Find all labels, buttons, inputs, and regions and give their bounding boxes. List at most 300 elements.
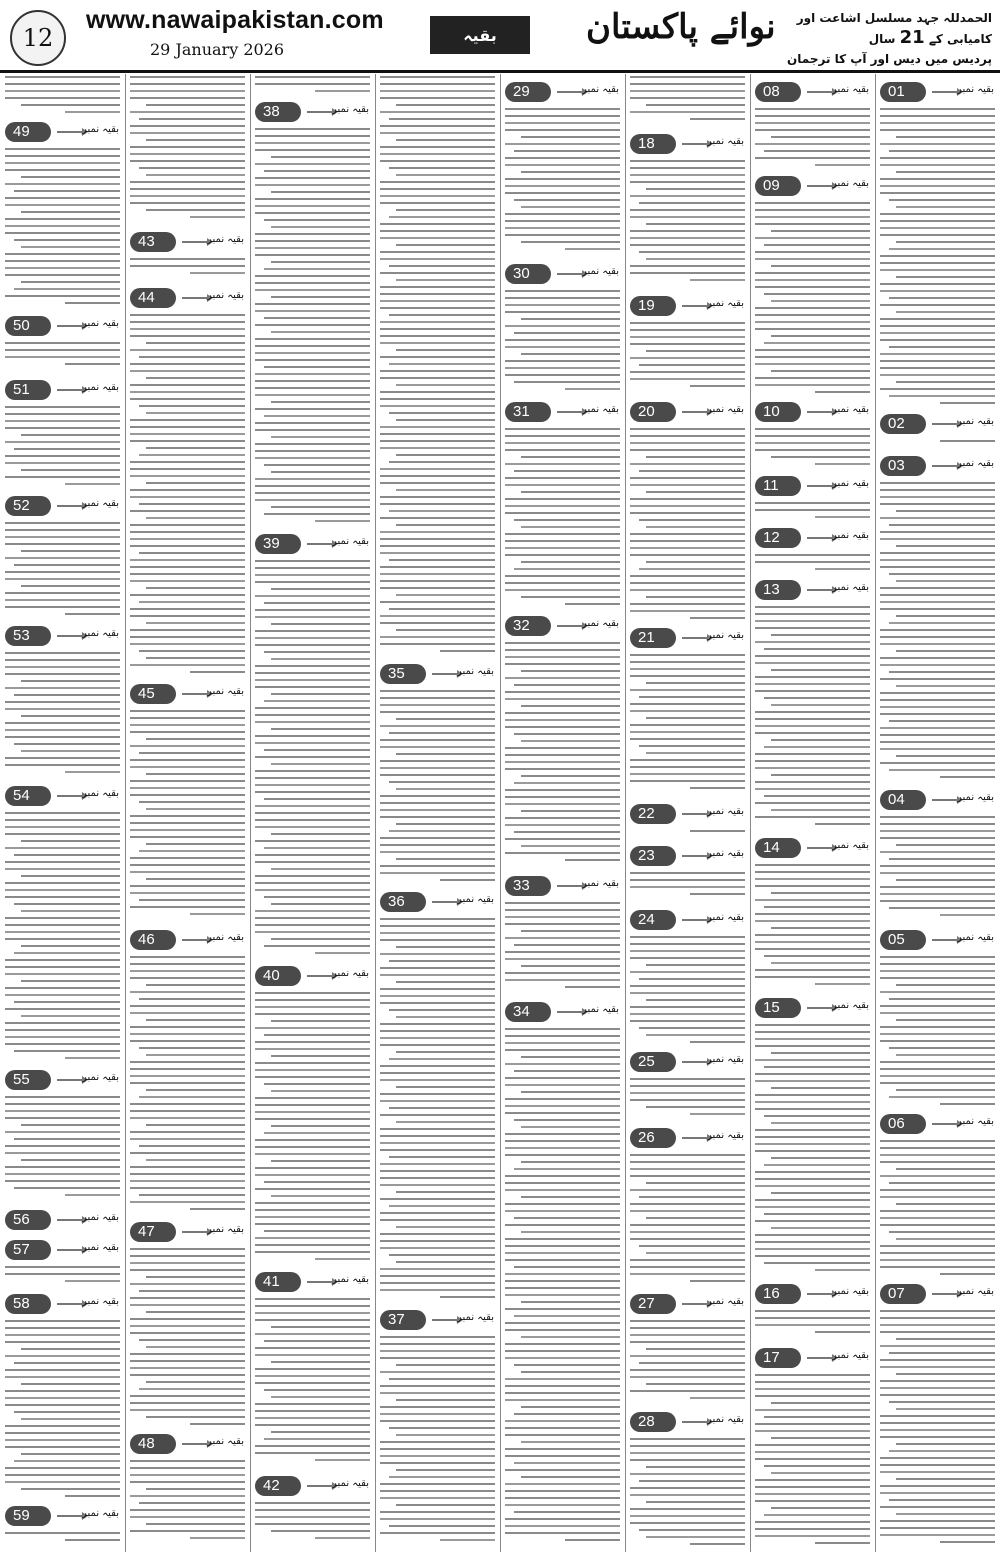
- continuation-tag: [5, 122, 120, 142]
- continuation-number: 08: [755, 82, 801, 102]
- tagline-years: 21: [899, 27, 925, 48]
- continuation-number: 45: [130, 684, 176, 704]
- continuation-label: بقیہ نمبر: [457, 894, 494, 905]
- article-text-block: [630, 322, 745, 392]
- arrow-right-icon: [557, 625, 583, 627]
- article-columns: [0, 74, 1000, 1552]
- arrow-right-icon: [432, 1319, 458, 1321]
- section-label: بقیہ: [430, 16, 530, 54]
- article-text-block: [755, 864, 870, 990]
- continuation-number: 04: [880, 790, 926, 810]
- article-text-block: [630, 428, 745, 624]
- continuation-number: 34: [505, 1002, 551, 1022]
- continuation-tag: [5, 1506, 120, 1526]
- continuation-tag: [130, 1434, 245, 1454]
- article-text-block: [380, 1336, 495, 1546]
- article-text-block: [630, 654, 745, 794]
- continuation-number: 57: [5, 1240, 51, 1260]
- arrow-right-icon: [807, 91, 833, 93]
- continuation-label: بقیہ نمبر: [707, 806, 744, 817]
- continuation-number: 13: [755, 580, 801, 600]
- arrow-right-icon: [682, 1421, 708, 1423]
- continuation-number: 05: [880, 930, 926, 950]
- arrow-right-icon: [57, 131, 83, 133]
- continuation-number: 30: [505, 264, 551, 284]
- arrow-right-icon: [307, 1281, 333, 1283]
- continuation-tag: [130, 684, 245, 704]
- article-text-block: [255, 1502, 370, 1544]
- continuation-label: بقیہ نمبر: [582, 618, 619, 629]
- article-text-block: [255, 76, 370, 97]
- continuation-number: 36: [380, 892, 426, 912]
- continuation-number: 33: [505, 876, 551, 896]
- continuation-tag: [130, 1222, 245, 1242]
- continuation-number: 21: [630, 628, 676, 648]
- arrow-right-icon: [932, 91, 958, 93]
- text-column: [378, 74, 497, 1552]
- arrow-right-icon: [57, 1515, 83, 1517]
- column-divider: [250, 74, 251, 1552]
- column-divider: [125, 74, 126, 1552]
- continuation-tag: [630, 402, 745, 422]
- continuation-tag: [5, 786, 120, 806]
- continuation-number: 02: [880, 414, 926, 434]
- continuation-label: بقیہ نمبر: [82, 1508, 119, 1519]
- tagline-suffix: سال: [868, 32, 900, 46]
- continuation-number: 28: [630, 1412, 676, 1432]
- continuation-tag: [630, 804, 745, 824]
- article-text-block: [5, 1096, 120, 1201]
- article-text-block: [630, 830, 745, 837]
- article-text-block: [755, 606, 870, 830]
- article-text-block: [630, 76, 745, 125]
- article-text-block: [630, 936, 745, 1048]
- arrow-right-icon: [682, 305, 708, 307]
- continuation-number: 50: [5, 316, 51, 336]
- arrow-right-icon: [57, 795, 83, 797]
- article-text-block: [630, 1154, 745, 1287]
- arrow-right-icon: [682, 813, 708, 815]
- continuation-tag: [380, 1310, 495, 1330]
- article-text-block: [755, 1310, 870, 1338]
- continuation-number: 11: [755, 476, 801, 496]
- article-text-block: [880, 1140, 995, 1280]
- newspaper-logo: نوائے پاکستان: [586, 7, 776, 47]
- continuation-label: بقیہ نمبر: [832, 582, 869, 593]
- arrow-right-icon: [557, 91, 583, 93]
- continuation-number: 47: [130, 1222, 176, 1242]
- arrow-right-icon: [932, 423, 958, 425]
- article-text-block: [880, 482, 995, 783]
- article-text-block: [255, 992, 370, 1265]
- arrow-right-icon: [182, 241, 208, 243]
- text-column: [3, 74, 122, 1552]
- arrow-right-icon: [557, 273, 583, 275]
- arrow-right-icon: [807, 847, 833, 849]
- arrow-right-icon: [807, 1357, 833, 1359]
- continuation-label: بقیہ نمبر: [707, 630, 744, 641]
- continuation-tag: [5, 1070, 120, 1090]
- continuation-tag: [505, 402, 620, 422]
- continuation-tag: [755, 176, 870, 196]
- column-divider: [625, 74, 626, 1552]
- continuation-number: 20: [630, 402, 676, 422]
- article-text-block: [130, 76, 245, 223]
- arrow-right-icon: [182, 297, 208, 299]
- continuation-label: بقیہ نمبر: [207, 686, 244, 697]
- arrow-right-icon: [807, 485, 833, 487]
- column-divider: [375, 74, 376, 1552]
- continuation-label: بقیہ نمبر: [957, 84, 994, 95]
- article-text-block: [505, 902, 620, 993]
- continuation-number: 40: [255, 966, 301, 986]
- continuation-tag: [630, 296, 745, 316]
- arrow-right-icon: [932, 939, 958, 941]
- continuation-label: بقیہ نمبر: [707, 1130, 744, 1141]
- continuation-number: 55: [5, 1070, 51, 1090]
- article-text-block: [255, 128, 370, 527]
- arrow-right-icon: [57, 1249, 83, 1251]
- continuation-number: 01: [880, 82, 926, 102]
- continuation-number: 52: [5, 496, 51, 516]
- continuation-label: بقیہ نمبر: [582, 266, 619, 277]
- continuation-number: 46: [130, 930, 176, 950]
- article-text-block: [5, 342, 120, 370]
- continuation-label: بقیہ نمبر: [82, 1296, 119, 1307]
- arrow-right-icon: [182, 1443, 208, 1445]
- arrow-right-icon: [57, 389, 83, 391]
- article-text-block: [130, 1248, 245, 1430]
- arrow-right-icon: [307, 111, 333, 113]
- continuation-number: 37: [380, 1310, 426, 1330]
- continuation-label: بقیہ نمبر: [957, 792, 994, 803]
- arrow-right-icon: [807, 589, 833, 591]
- continuation-number: 56: [5, 1210, 51, 1230]
- continuation-tag: [755, 1348, 870, 1368]
- continuation-number: 41: [255, 1272, 301, 1292]
- continuation-number: 16: [755, 1284, 801, 1304]
- continuation-label: بقیہ نمبر: [707, 912, 744, 923]
- arrow-right-icon: [682, 637, 708, 639]
- article-text-block: [255, 1298, 370, 1466]
- continuation-tag: [630, 1052, 745, 1072]
- continuation-tag: [630, 1294, 745, 1314]
- continuation-tag: [630, 910, 745, 930]
- continuation-tag: [5, 1210, 120, 1230]
- arrow-right-icon: [807, 411, 833, 413]
- page-number: 12: [10, 10, 66, 66]
- arrow-right-icon: [57, 635, 83, 637]
- continuation-tag: [505, 264, 620, 284]
- continuation-number: 10: [755, 402, 801, 422]
- continuation-tag: [755, 402, 870, 422]
- continuation-label: بقیہ نمبر: [707, 1414, 744, 1425]
- continuation-label: بقیہ نمبر: [207, 290, 244, 301]
- continuation-label: بقیہ نمبر: [957, 416, 994, 427]
- continuation-label: بقیہ نمبر: [332, 1274, 369, 1285]
- article-text-block: [755, 202, 870, 398]
- arrow-right-icon: [307, 1485, 333, 1487]
- continuation-label: بقیہ نمبر: [832, 404, 869, 415]
- continuation-tag: [255, 102, 370, 122]
- continuation-number: 17: [755, 1348, 801, 1368]
- continuation-label: بقیہ نمبر: [457, 1312, 494, 1323]
- continuation-label: بقیہ نمبر: [82, 318, 119, 329]
- article-text-block: [380, 76, 495, 657]
- continuation-number: 35: [380, 664, 426, 684]
- continuation-label: بقیہ نمبر: [832, 1000, 869, 1011]
- continuation-label: بقیہ نمبر: [707, 1296, 744, 1307]
- arrow-right-icon: [682, 919, 708, 921]
- article-text-block: [630, 872, 745, 900]
- article-text-block: [255, 560, 370, 959]
- continuation-tag: [5, 626, 120, 646]
- continuation-number: 58: [5, 1294, 51, 1314]
- continuation-tag: [5, 316, 120, 336]
- continuation-label: بقیہ نمبر: [207, 234, 244, 245]
- continuation-number: 53: [5, 626, 51, 646]
- continuation-tag: [5, 496, 120, 516]
- arrow-right-icon: [932, 465, 958, 467]
- continuation-label: بقیہ نمبر: [207, 932, 244, 943]
- continuation-label: بقیہ نمبر: [707, 136, 744, 147]
- continuation-tag: [505, 82, 620, 102]
- arrow-right-icon: [307, 543, 333, 545]
- column-divider: [875, 74, 876, 1552]
- arrow-right-icon: [182, 939, 208, 941]
- continuation-tag: [505, 876, 620, 896]
- continuation-number: 43: [130, 232, 176, 252]
- continuation-tag: [755, 838, 870, 858]
- text-column: [628, 74, 747, 1552]
- continuation-tag: [505, 616, 620, 636]
- continuation-number: 32: [505, 616, 551, 636]
- continuation-tag: [5, 380, 120, 400]
- continuation-number: 48: [130, 1434, 176, 1454]
- tagline-line2: پردیس میں دیس اور آپ کا ترجمان: [787, 52, 992, 66]
- article-text-block: [130, 710, 245, 920]
- continuation-number: 24: [630, 910, 676, 930]
- continuation-number: 09: [755, 176, 801, 196]
- continuation-number: 15: [755, 998, 801, 1018]
- continuation-tag: [755, 528, 870, 548]
- continuation-number: 03: [880, 456, 926, 476]
- article-text-block: [505, 290, 620, 395]
- continuation-label: بقیہ نمبر: [82, 628, 119, 639]
- continuation-tag: [630, 1128, 745, 1148]
- article-text-block: [755, 428, 870, 470]
- article-text-block: [380, 690, 495, 886]
- article-text-block: [505, 428, 620, 610]
- continuation-label: بقیہ نمبر: [832, 178, 869, 189]
- article-text-block: [380, 918, 495, 1303]
- article-text-block: [5, 1532, 120, 1546]
- text-column: [128, 74, 247, 1552]
- continuation-tag: [880, 930, 995, 950]
- masthead: [0, 0, 1000, 73]
- article-text-block: [880, 956, 995, 1110]
- article-text-block: [755, 554, 870, 575]
- continuation-tag: [130, 232, 245, 252]
- arrow-right-icon: [182, 693, 208, 695]
- continuation-label: بقیہ نمبر: [82, 124, 119, 135]
- continuation-label: بقیہ نمبر: [707, 1054, 744, 1065]
- arrow-right-icon: [682, 411, 708, 413]
- continuation-label: بقیہ نمبر: [207, 1436, 244, 1447]
- arrow-right-icon: [57, 325, 83, 327]
- article-text-block: [130, 1460, 245, 1544]
- arrow-right-icon: [557, 411, 583, 413]
- continuation-label: بقیہ نمبر: [582, 404, 619, 415]
- continuation-tag: [130, 288, 245, 308]
- continuation-number: 54: [5, 786, 51, 806]
- article-text-block: [130, 956, 245, 1215]
- arrow-right-icon: [682, 143, 708, 145]
- text-column: [753, 74, 872, 1552]
- continuation-label: بقیہ نمبر: [332, 1478, 369, 1489]
- arrow-right-icon: [57, 1079, 83, 1081]
- continuation-tag: [255, 1272, 370, 1292]
- tagline-prefix: الحمدللہ جہد مسلسل اشاعت اور کامیابی کے: [796, 11, 992, 46]
- arrow-right-icon: [557, 885, 583, 887]
- article-text-block: [505, 108, 620, 255]
- continuation-number: 23: [630, 846, 676, 866]
- article-text-block: [880, 440, 995, 447]
- article-text-block: [505, 642, 620, 866]
- continuation-number: 29: [505, 82, 551, 102]
- continuation-tag: [880, 82, 995, 102]
- column-divider: [750, 74, 751, 1552]
- article-text-block: [5, 812, 120, 1064]
- continuation-label: بقیہ نمبر: [957, 458, 994, 469]
- continuation-number: 51: [5, 380, 51, 400]
- article-text-block: [630, 1078, 745, 1120]
- arrow-right-icon: [57, 1219, 83, 1221]
- continuation-label: بقیہ نمبر: [207, 1224, 244, 1235]
- article-text-block: [880, 108, 995, 409]
- continuation-label: بقیہ نمبر: [832, 478, 869, 489]
- continuation-label: بقیہ نمبر: [957, 1286, 994, 1297]
- article-text-block: [5, 1266, 120, 1287]
- continuation-label: بقیہ نمبر: [82, 382, 119, 393]
- arrow-right-icon: [182, 1231, 208, 1233]
- continuation-number: 26: [630, 1128, 676, 1148]
- continuation-label: بقیہ نمبر: [832, 84, 869, 95]
- arrow-right-icon: [932, 1293, 958, 1295]
- continuation-label: بقیہ نمبر: [707, 848, 744, 859]
- article-text-block: [755, 502, 870, 523]
- continuation-tag: [630, 1412, 745, 1432]
- article-text-block: [5, 522, 120, 620]
- continuation-label: بقیہ نمبر: [582, 878, 619, 889]
- article-text-block: [5, 148, 120, 309]
- continuation-label: بقیہ نمبر: [957, 1116, 994, 1127]
- continuation-tag: [880, 1284, 995, 1304]
- continuation-tag: [380, 664, 495, 684]
- continuation-label: بقیہ نمبر: [707, 404, 744, 415]
- article-text-block: [5, 1320, 120, 1502]
- arrow-right-icon: [57, 1303, 83, 1305]
- arrow-right-icon: [682, 855, 708, 857]
- continuation-tag: [380, 892, 495, 912]
- arrow-right-icon: [682, 1061, 708, 1063]
- continuation-number: 44: [130, 288, 176, 308]
- continuation-number: 31: [505, 402, 551, 422]
- article-text-block: [880, 1310, 995, 1548]
- continuation-label: بقیہ نمبر: [457, 666, 494, 677]
- continuation-number: 42: [255, 1476, 301, 1496]
- arrow-right-icon: [57, 505, 83, 507]
- arrow-right-icon: [432, 673, 458, 675]
- text-column: [878, 74, 997, 1552]
- article-text-block: [130, 258, 245, 279]
- article-text-block: [630, 160, 745, 286]
- issue-date: 29 January 2026: [150, 40, 285, 59]
- continuation-tag: [880, 790, 995, 810]
- continuation-number: 06: [880, 1114, 926, 1134]
- continuation-tag: [255, 1476, 370, 1496]
- article-text-block: [630, 1438, 745, 1550]
- arrow-right-icon: [682, 1303, 708, 1305]
- arrow-right-icon: [932, 1123, 958, 1125]
- article-text-block: [755, 1374, 870, 1549]
- continuation-label: بقیہ نمبر: [832, 840, 869, 851]
- site-url[interactable]: www.nawaipakistan.com: [86, 6, 384, 34]
- text-column: [253, 74, 372, 1552]
- continuation-label: بقیہ نمبر: [332, 536, 369, 547]
- continuation-tag: [755, 82, 870, 102]
- arrow-right-icon: [807, 185, 833, 187]
- continuation-label: بقیہ نمبر: [832, 1286, 869, 1297]
- continuation-number: 38: [255, 102, 301, 122]
- continuation-label: بقیہ نمبر: [82, 498, 119, 509]
- tagline-line1: [752, 8, 992, 49]
- continuation-label: بقیہ نمبر: [82, 1242, 119, 1253]
- continuation-label: بقیہ نمبر: [82, 1072, 119, 1083]
- arrow-right-icon: [682, 1137, 708, 1139]
- continuation-tag: [755, 998, 870, 1018]
- article-text-block: [755, 1024, 870, 1276]
- article-text-block: [880, 816, 995, 921]
- continuation-number: 27: [630, 1294, 676, 1314]
- continuation-label: بقیہ نمبر: [332, 104, 369, 115]
- continuation-tag: [630, 628, 745, 648]
- continuation-number: 25: [630, 1052, 676, 1072]
- arrow-right-icon: [932, 799, 958, 801]
- arrow-right-icon: [557, 1011, 583, 1013]
- continuation-number: 14: [755, 838, 801, 858]
- continuation-number: 12: [755, 528, 801, 548]
- article-text-block: [5, 76, 120, 118]
- continuation-tag: [880, 456, 995, 476]
- continuation-number: 22: [630, 804, 676, 824]
- continuation-label: بقیہ نمبر: [707, 298, 744, 309]
- continuation-label: بقیہ نمبر: [957, 932, 994, 943]
- continuation-number: 19: [630, 296, 676, 316]
- arrow-right-icon: [807, 537, 833, 539]
- article-text-block: [130, 314, 245, 678]
- continuation-tag: [755, 580, 870, 600]
- continuation-tag: [630, 134, 745, 154]
- article-text-block: [5, 652, 120, 778]
- arrow-right-icon: [807, 1293, 833, 1295]
- continuation-number: 07: [880, 1284, 926, 1304]
- continuation-label: بقیہ نمبر: [832, 1350, 869, 1361]
- continuation-tag: [630, 846, 745, 866]
- continuation-tag: [505, 1002, 620, 1022]
- continuation-label: بقیہ نمبر: [582, 84, 619, 95]
- article-text-block: [755, 108, 870, 171]
